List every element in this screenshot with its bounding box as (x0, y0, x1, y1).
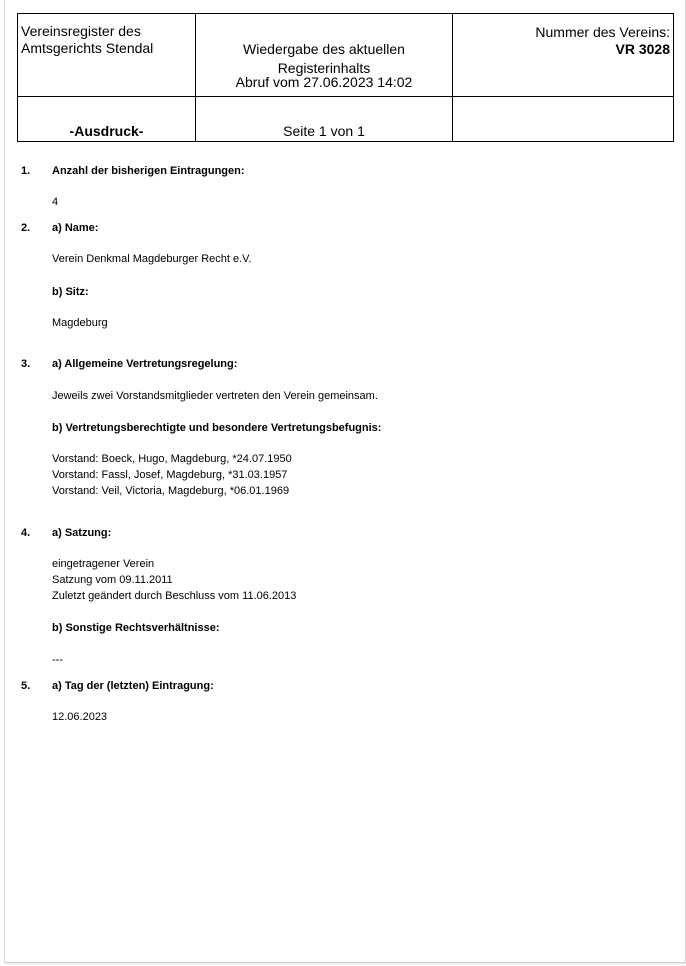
entry-1-value: 4 (52, 196, 59, 208)
entry-4b-value: --- (52, 654, 63, 666)
entry-2b-heading: b) Sitz: (52, 286, 89, 298)
court-line-2: Amtsgerichts Stendal (21, 40, 154, 56)
printout-label: -Ausdruck- (69, 123, 144, 139)
entry-3b-heading: b) Vertretungsberechtigte und besondere Vertretungsbefugnis: (52, 422, 382, 434)
title-line-1: Wiedergabe des aktuellen (243, 41, 405, 57)
entry-1-number: 1. (21, 165, 31, 177)
list-item: Vorstand: Boeck, Hugo, Magdeburg, *24.07.1950 (52, 453, 292, 465)
header-divider-right (452, 14, 453, 141)
list-item: eingetragener Verein (52, 558, 155, 570)
entry-2-number: 2. (21, 222, 31, 234)
entry-2a-heading: a) Name: (52, 222, 99, 234)
entry-4a-list (52, 556, 296, 604)
list-item: Vorstand: Veil, Victoria, Magdeburg, *06.01.1969 (52, 485, 290, 497)
entry-3b-list (52, 451, 292, 499)
document-title (196, 42, 452, 89)
list-item: Vorstand: Fassl, Josef, Magdeburg, *31.03.1957 (52, 469, 288, 481)
entry-5a-heading: a) Tag der (letzten) Eintragung: (52, 680, 214, 692)
entry-3a-heading: a) Allgemeine Vertretungsregelung: (52, 358, 238, 370)
entry-4b-heading: b) Sonstige Rechtsverhältnisse: (52, 622, 220, 634)
entry-5-number: 5. (21, 680, 31, 692)
list-item: Satzung vom 09.11.2011 (52, 574, 173, 586)
entry-4-number: 4. (21, 527, 31, 539)
retrieval-timestamp: Abruf vom 27.06.2023 14:02 (235, 74, 413, 90)
title-line-2: Registerinhalts (277, 60, 371, 76)
entry-3a-value: Jeweils zwei Vorstandsmitglieder vertreten den Verein gemeinsam. (52, 390, 378, 402)
entry-5a-value: 12.06.2023 (52, 711, 108, 723)
header-table (17, 13, 674, 142)
entry-2b-value: Magdeburg (52, 317, 108, 329)
entry-3-number: 3. (21, 358, 31, 370)
entry-1-heading: Anzahl der bisherigen Eintragungen: (52, 165, 245, 177)
entry-4a-heading: a) Satzung: (52, 527, 112, 539)
header-divider-horizontal (18, 96, 673, 97)
association-number-label: Nummer des Vereins: (535, 24, 670, 40)
page-indicator: Seite 1 von 1 (283, 123, 365, 139)
entry-2a-value: Verein Denkmal Magdeburger Recht e.V. (52, 253, 252, 265)
court-line-1: Vereinsregister des (21, 23, 141, 39)
court-name (21, 23, 153, 57)
document-page (4, 0, 686, 963)
list-item: Zuletzt geändert durch Beschluss vom 11.06.2013 (52, 590, 297, 602)
association-number-value: VR 3028 (615, 41, 670, 57)
